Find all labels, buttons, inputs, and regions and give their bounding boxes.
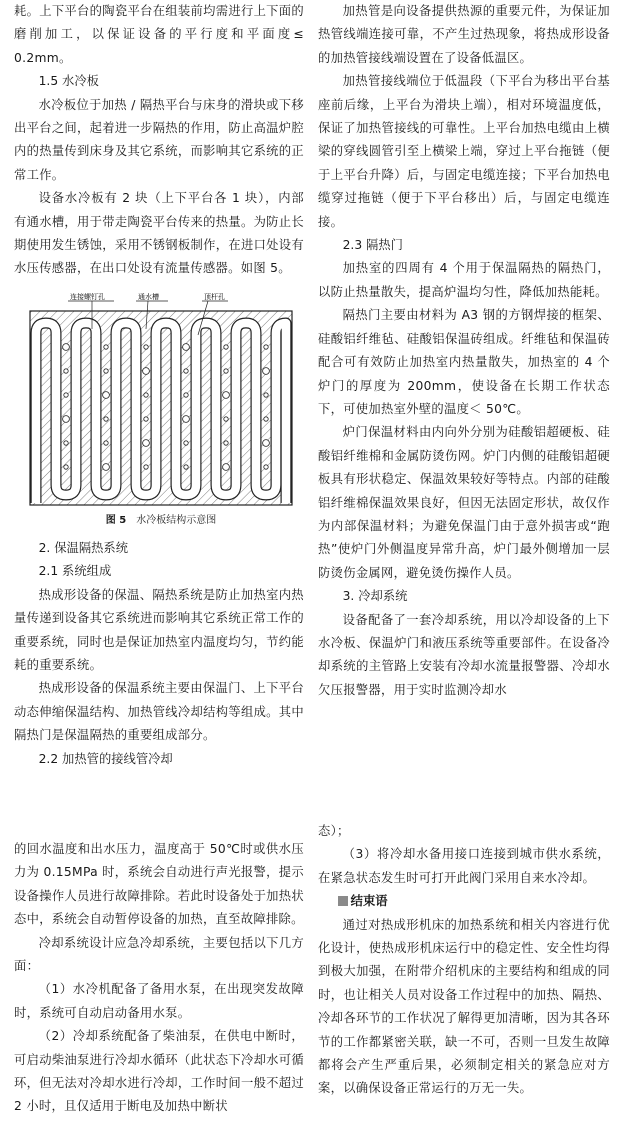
conclusion-heading-text: 结束语 — [350, 894, 388, 909]
hole-mark — [263, 367, 270, 374]
section-heading-2-2: 2.2 加热管的接线管冷却 — [38, 751, 173, 766]
section-heading-2-3: 2.3 隔热门 — [342, 238, 403, 253]
hole-mark — [224, 369, 228, 373]
figure-label-ejector-hole: 顶杆孔 — [204, 292, 225, 301]
hole-mark — [104, 441, 108, 445]
paragraph: 水冷板位于加热 / 隔热平台与床身的滑块或下移出平台之间，起着进一步隔热的作用，防止高温炉腔内的热量传到床身及其它系统，而影响其它系统的正常工作。 — [14, 97, 304, 182]
hole-mark — [264, 465, 268, 469]
paragraph: （2）冷却系统配备了柴油泵，在供电中断时，可启动柴油泵进行冷却水循环（此状态下冷却水可循环，但无法对冷却水进行冷却，工作时间一般不超过 2 小时，且仅适用于断电及加热中断状 — [14, 1029, 304, 1114]
hole-mark — [183, 415, 190, 422]
figure-5 — [28, 289, 294, 529]
hole-mark — [264, 417, 268, 421]
paragraph: 通过对热成形机床的加热系统和相关内容进行优化设计，使热成形机床运行中的稳定性、安全性均得到极大加强，在附带介绍机床的主要结构和组成的同时，也让相关人员对设备工作过程中的加热、隔热、冷却各环节的工作状况了解得更加清晰，因为其各环节的工作都紧密关联，缺一不可，否则一旦发生故障都将会产生严重后果，必须制定相关的紧急应对方案，以确保设备正常运行的万无一失。 — [318, 917, 610, 1096]
hole-mark — [224, 417, 228, 421]
hole-mark — [144, 393, 148, 397]
paragraph: 隔热门主要由材料为 A3 钢的方钢焊接的框架、硅酸铝纤维毡、硅酸铝保温砖组成。纤维毡和保温砖配合可有效防止加热室内热量散失，加热室的 4 个炉门的厚度为 200mm，使设备在长期工作状态下，可使加热室外壁的温度＜ 50℃。 — [318, 308, 610, 416]
hole-mark — [64, 369, 68, 373]
hole-mark — [63, 415, 70, 422]
left-column — [14, 0, 304, 771]
paragraph: 加热管是向设备提供热源的重要元件，为保证加热管线端连接可靠，不产生过热现象，将热成形设备的加热管接线端设置在了设备低温区。 — [318, 4, 610, 65]
conclusion-heading — [318, 890, 610, 913]
hole-mark — [104, 369, 108, 373]
hole-mark — [64, 393, 68, 397]
paragraph: （1）水冷机配备了备用水泵，在出现突发故障时，系统可自动启动备用水泵。 — [14, 982, 304, 1020]
hole-mark — [144, 465, 148, 469]
hole-mark — [143, 439, 150, 446]
hole-mark — [104, 417, 108, 421]
figure-title: 水冷板结构示意图 — [136, 514, 217, 526]
right-column — [318, 0, 610, 702]
water-cooling-plate-diagram — [28, 289, 294, 507]
paragraph: 态）； — [318, 824, 350, 838]
figure-label-bolt-hole: 连接螺钉孔 — [70, 292, 105, 301]
hole-mark — [184, 369, 188, 373]
bottom-left-column — [14, 838, 304, 1119]
paragraph: 热成形设备的保温系统主要由保温门、上下平台动态伸缩保温结构、加热管线冷却结构等组成。其中隔热门是保温隔热的重要组成部分。 — [14, 681, 304, 743]
hole-mark — [143, 367, 150, 374]
paragraph: 加热室的四周有 4 个用于保温隔热的隔热门，以防止热量散失，提高炉温均匀性，降低加热能耗。 — [318, 261, 610, 299]
square-bullet-icon — [338, 896, 348, 906]
paragraph: 加热管接线端位于低温段（下平台为移出平台基座前后缘，上平台为滑块上端），相对环境温度低，保证了加热管接线的可靠性。上平台加热电缆由上横梁的穿线圆管引至上横梁上端，穿过上平台拖链（便于上平台升降）后，与固定电缆连接；下平台加热电缆穿过拖链（便于下平台移出）后，与固定电缆连接。 — [318, 74, 610, 229]
hole-mark — [223, 391, 230, 398]
hole-mark — [223, 463, 230, 470]
paragraph: （3）将冷却水备用接口连接到城市供水系统，在紧急状态发生时可打开此阀门采用自来水冷却。 — [318, 847, 610, 885]
paragraph: 炉门保温材料由内向外分别为硅酸铝超硬板、硅酸铝纤维棉和金属防烫伤网。炉门内侧的硅酸铝超硬板具有形状稳定、保温效果较好等特点。内部的硅酸铝纤维棉保温效果良好，但因无法固定形状，故仅作为内部保温材料；为避免保温门由于意外损害或“跑热”使炉门外侧温度异常升高，炉门最外侧增加一层防烫伤金属网，避免烫伤操作人员。 — [318, 425, 610, 580]
hole-mark — [224, 345, 228, 349]
figure-caption — [28, 513, 294, 529]
hole-mark — [263, 439, 270, 446]
hole-mark — [64, 465, 68, 469]
bottom-right-column — [318, 820, 610, 1101]
section-heading-1-5: 1.5 水冷板 — [38, 74, 99, 89]
hole-mark — [63, 343, 70, 350]
figure-number: 图 5 — [105, 514, 127, 526]
hole-mark — [144, 345, 148, 349]
hole-mark — [183, 343, 190, 350]
hole-mark — [184, 465, 188, 469]
paragraph: 设备配备了一套冷却系统，用以冷却设备的上下水冷板、保温炉门和液压系统等重要部件。在设备冷却系统的主管路上安装有冷却水流量报警器、冷却水欠压报警器，用于实时监测冷却水 — [318, 612, 610, 697]
paragraph: 设备水冷板有 2 块（上下平台各 1 块），内部有通水槽，用于带走陶瓷平台传来的热量。为防止长期使用发生锈蚀，采用不锈钢板制作，在进口处设有水压传感器，在出口处设有流量传感器。如图 5。 — [14, 191, 304, 276]
hole-mark — [184, 441, 188, 445]
hole-mark — [103, 391, 110, 398]
hole-mark — [144, 417, 148, 421]
section-heading-2-1: 2.1 系统组成 — [38, 564, 112, 579]
figure-label-channel: 通水槽 — [138, 292, 159, 301]
section-heading-3: 3. 冷却系统 — [342, 589, 408, 604]
hole-mark — [64, 441, 68, 445]
section-heading-2: 2. 保温隔热系统 — [38, 540, 129, 555]
hole-mark — [103, 463, 110, 470]
paragraph: 热成形设备的保温、隔热系统是防止加热室内热量传递到设备其它系统进而影响其它系统正常工作的重要系统，同时也是保证加热室内温度均匀，节约能耗的重要系统。 — [14, 587, 304, 672]
paragraph: 耗。上下平台的陶瓷平台在组装前均需进行上下面的磨削加工，以保证设备的平行度和平面度≤ 0.2mm。 — [14, 4, 304, 65]
hole-mark — [264, 345, 268, 349]
paragraph: 的回水温度和出水压力，温度高于 50℃时或供水压力为 0.15MPa 时，系统会自动进行声光报警，提示设备操作人员进行故障排除。若此时设备处于加热状态中，系统会自动暂停设备的加热，直至故障排除。 — [14, 842, 304, 927]
hole-mark — [264, 393, 268, 397]
hole-mark — [104, 345, 108, 349]
hole-mark — [224, 441, 228, 445]
paragraph: 冷却系统设计应急冷却系统，主要包括以下几方面： — [14, 935, 304, 974]
hole-mark — [184, 393, 188, 397]
